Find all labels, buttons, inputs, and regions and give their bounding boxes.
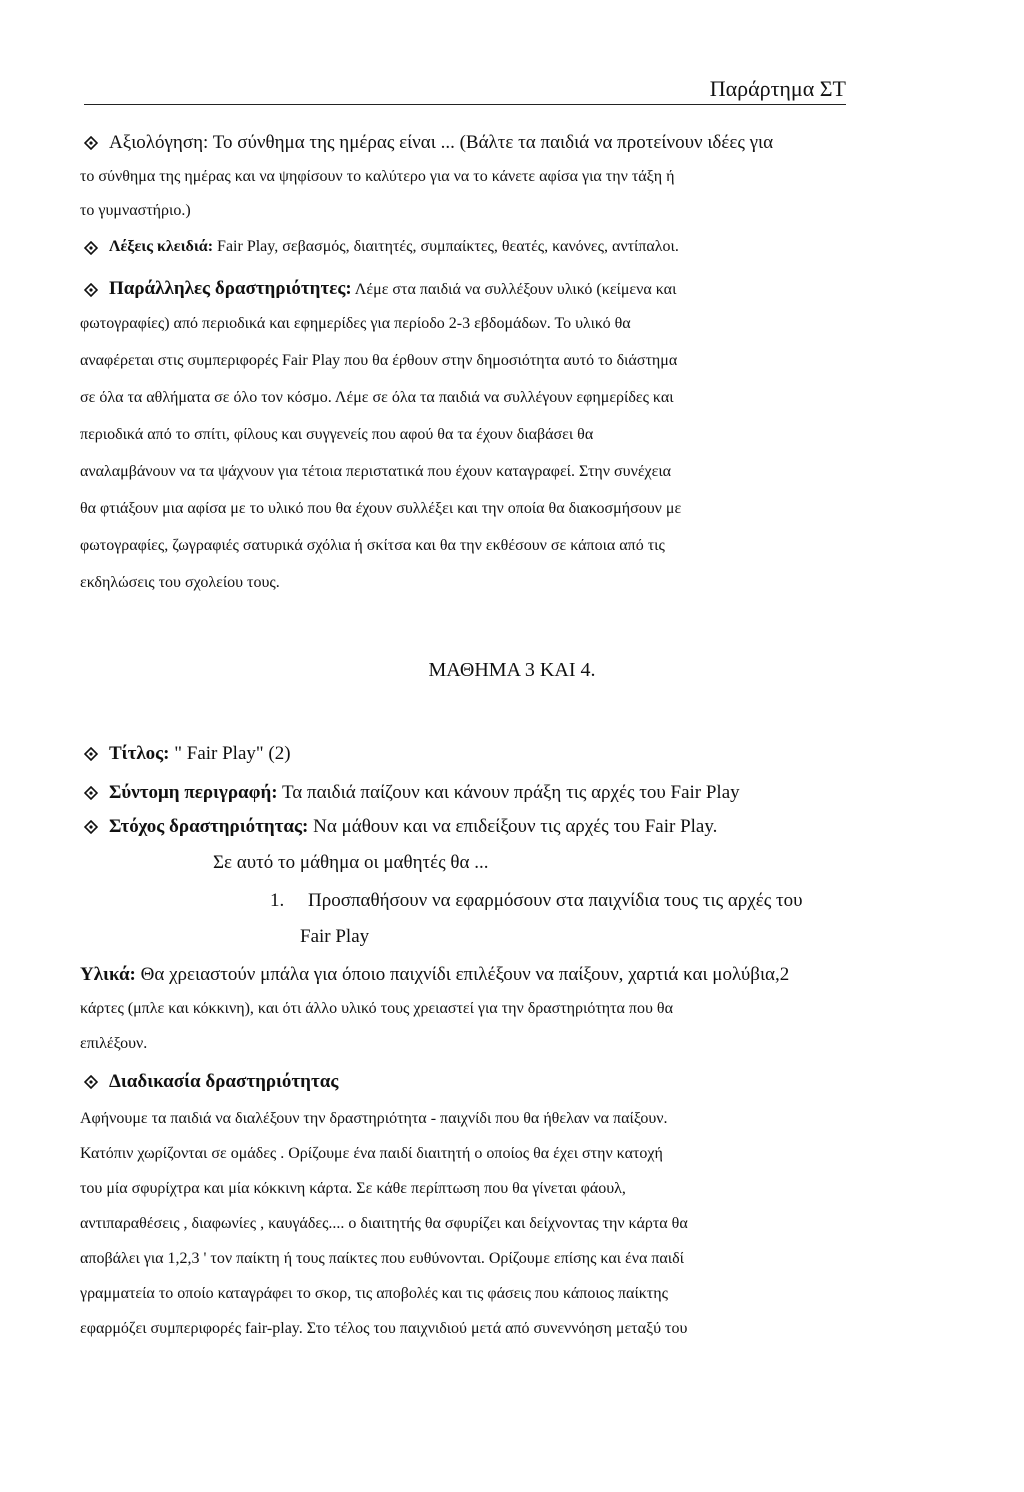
item-text: Προσπαθήσουν να εφαρμόσουν στα παιχνίδια τους τις αρχές του: [308, 890, 803, 911]
paragraph-line: αντιπαραθέσεις , διαφωνίες , καυγάδες.... ο διαιτητής θα σφυρίζει και δείχνοντας την κάρτα θα: [80, 1215, 688, 1232]
diamond-bullet-icon: [84, 820, 98, 834]
evaluation-text: Το σύνθημα της ημέρας είναι ... (Βάλτε τα παιδιά να προτείνουν ιδέες για: [208, 132, 774, 153]
description-text: Τα παιδιά παίζουν και κάνουν πράξη τις αρχές του Fair Play: [277, 782, 740, 803]
page-header: [84, 76, 846, 105]
paragraph-line: φωτογραφίες) από περιοδικά και εφημερίδες για περίοδο 2-3 εβδομάδων. Το υλικό θα: [80, 315, 631, 332]
lesson-heading: ΜΑΘΗΜΑ 3 ΚΑΙ 4.: [428, 659, 596, 681]
paragraph-line: περιοδικά από το σπίτι, φίλους και συγγενείς που αφού θα τα έχουν διαβάσει θα: [80, 426, 594, 443]
diamond-bullet-icon: [84, 786, 98, 800]
diamond-bullet-icon: [84, 241, 98, 255]
paragraph-line: αναλαμβάνουν να τα ψάχνουν για τέτοια περιστατικά που έχουν καταγραφεί. Στην συνέχεια: [80, 463, 672, 480]
paragraph-line: θα φτιάξουν μια αφίσα με το υλικό που θα έχουν συλλέξει και την οποία θα διακοσμήσουν με: [80, 500, 682, 517]
diamond-bullet-icon: [84, 136, 98, 150]
appendix-title: Παράρτημα ΣΤ: [709, 76, 846, 101]
evaluation-line: [109, 132, 773, 154]
in-lesson-line: Σε αυτό το μάθημα οι μαθητές θα ...: [213, 852, 489, 873]
keywords-text: Fair Play, σεβασμός, διαιτητές, συμπαίκτες, θεατές, κανόνες, αντίπαλοι.: [213, 238, 679, 255]
title-label: Τίτλος:: [109, 743, 170, 764]
goal-text: Να μάθουν και να επιδείξουν τις αρχές του Fair Play.: [308, 816, 718, 837]
paragraph-line: Αφήνουμε τα παιδιά να διαλέξουν την δραστηριότητα - παιχνίδι που θα ήθελαν να παίξουν.: [80, 1110, 668, 1127]
evaluation-label: Αξιολόγηση:: [109, 132, 209, 153]
parallel-line: [109, 278, 676, 300]
item-number: 1.: [270, 890, 285, 911]
title-text: " Fair Play" (2): [169, 743, 291, 764]
paragraph-line: αποβάλει για 1,2,3 ' τον παίκτη ή τους παίκτες που ευθύνονται. Ορίζουμε επίσης και ένα παιδί: [80, 1250, 684, 1267]
paragraph-line: επιλέξουν.: [80, 1035, 148, 1052]
procedure-heading: Διαδικασία δραστηριότητας: [109, 1071, 339, 1092]
parallel-text: Λέμε στα παιδιά να συλλέξουν υλικό (κείμενα και: [351, 281, 677, 298]
paragraph-line: Κατόπιν χωρίζονται σε ομάδες . Ορίζουμε ένα παιδί διαιτητή ο οποίος θα έχει στην κατοχή: [80, 1145, 663, 1162]
paragraph-line: του μία σφυρίχτρα και μία κόκκινη κάρτα. Σε κάθε περίπτωση που θα γίνεται φάουλ,: [80, 1180, 626, 1197]
paragraph-line: φωτογραφίες, ζωγραφιές σατυρικά σχόλια ή σκίτσα και θα την εκθέσουν σε κάποια από τις: [80, 537, 665, 554]
description-line: [109, 782, 740, 804]
paragraph-line: γραμματεία το οποίο καταγράφει το σκορ, τις αποβολές και τις φάσεις που κάποιος παίκτης: [80, 1285, 668, 1302]
diamond-bullet-icon: [84, 283, 98, 297]
materials-label: Υλικά:: [80, 964, 136, 985]
paragraph-line: σε όλα τα αθλήματα σε όλο τον κόσμο. Λέμε σε όλα τα παιδιά να συλλέγουν εφημερίδες και: [80, 389, 674, 406]
keywords-label: Λέξεις κλειδιά:: [109, 238, 214, 255]
title-line: [109, 743, 291, 765]
diamond-bullet-icon: [84, 1075, 98, 1089]
goal-line: [109, 816, 717, 838]
parallel-label: Παράλληλες δραστηριότητες:: [109, 278, 352, 299]
paragraph-line: αναφέρεται στις συμπεριφορές Fair Play που θα έρθουν στην δημοσιότητα αυτό το διάστημα: [80, 352, 678, 369]
materials-line: [80, 964, 789, 986]
paragraph-line: κάρτες (μπλε και κόκκινη), και ότι άλλο υλικό τους χρειαστεί για την δραστηριότητα που θα: [80, 1000, 673, 1017]
keywords-line: [109, 238, 679, 256]
diamond-bullet-icon: [84, 747, 98, 761]
evaluation-line-2: το σύνθημα της ημέρας και να ψηφίσουν το καλύτερο για να το κάνετε αφίσα για την τάξη ή: [80, 168, 675, 185]
goal-label: Στόχος δραστηριότητας:: [109, 816, 309, 837]
evaluation-line-3: το γυμναστήριο.): [80, 202, 191, 219]
item-continuation: Fair Play: [300, 926, 370, 947]
paragraph-line: εκδηλώσεις του σχολείου τους.: [80, 574, 280, 591]
paragraph-line: εφαρμόζει συμπεριφορές fair-play. Στο τέλος του παιχνιδιού μετά από συνεννόηση μεταξύ του: [80, 1320, 688, 1337]
description-label: Σύντομη περιγραφή:: [109, 782, 278, 803]
materials-text: Θα χρειαστούν μπάλα για όποιο παιχνίδι επιλέξουν να παίξουν, χαρτιά και μολύβια,2: [135, 964, 790, 985]
